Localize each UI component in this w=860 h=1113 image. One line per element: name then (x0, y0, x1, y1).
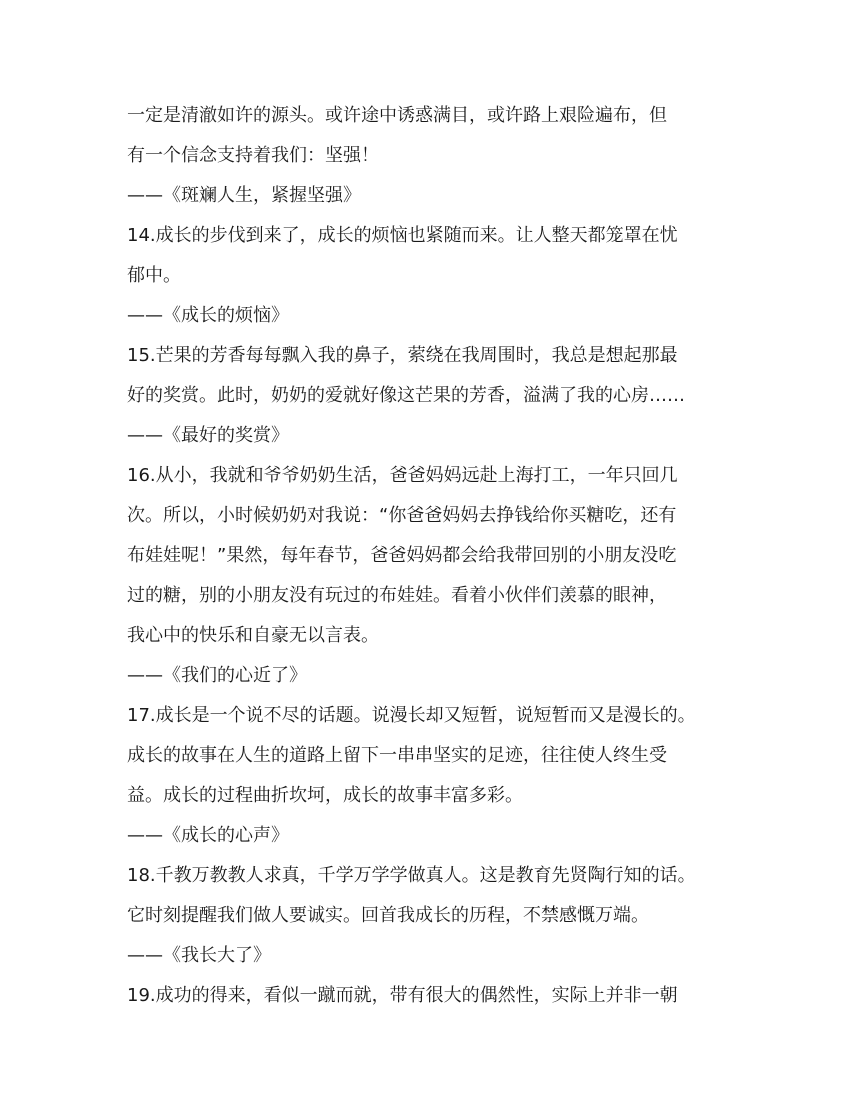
text-line-17: 成长的故事在人生的道路上留下一串串坚实的足迹，往往使人终生受 (127, 745, 667, 766)
citation-line: ——《我们的心近了》 (127, 665, 307, 686)
text-line-8: 好的奖赏。此时，奶奶的爱就好像这芒果的芳香，溢满了我的心房…… (127, 385, 685, 406)
text-line-20: 18.千教万教教人求真，千学万学学做真人。这是教育先贤陶行知的话。 (127, 865, 696, 886)
text-line-21: 它时刻提醒我们做人要诚实。回首我成长的历程，不禁感慨万端。 (127, 905, 649, 926)
text-line-16: 17.成长是一个说不尽的话题。说漫长却又短暂，说短暂而又是漫长的。 (127, 705, 696, 726)
citation-line: ——《最好的奖赏》 (127, 425, 289, 446)
text-line-12: 布娃娃呢！”果然，每年春节，爸爸妈妈都会给我带回别的小朋友没吃 (127, 545, 677, 566)
text-line-1: 一定是清澈如许的源头。或许途中诱惑满目，或许路上艰险遍布，但 (127, 105, 667, 126)
text-line-4: 14.成长的步伐到来了，成长的烦恼也紧随而来。让人整天都笼罩在忧 (127, 225, 678, 246)
text-line-11: 次。所以，小时候奶奶对我说：“你爸爸妈妈去挣钱给你买糖吃，还有 (127, 505, 677, 526)
citation-line: ——《成长的烦恼》 (127, 305, 289, 326)
citation-line: ——《我长大了》 (127, 945, 271, 966)
text-line-10: 16.从小，我就和爷爷奶奶生活，爸爸妈妈远赴上海打工，一年只回几 (127, 465, 678, 486)
citation-line: ——《斑斓人生，紧握坚强》 (127, 185, 361, 206)
text-line-23: 19.成功的得来，看似一蹴而就，带有很大的偶然性，实际上并非一朝 (127, 985, 678, 1006)
text-line-2: 有一个信念支持着我们：坚强！ (127, 145, 379, 166)
text-line-13: 过的糖，别的小朋友没有玩过的布娃娃。看着小伙伴们羡慕的眼神， (127, 585, 667, 606)
text-line-14: 我心中的快乐和自豪无以言表。 (127, 625, 379, 646)
text-line-18: 益。成长的过程曲折坎坷，成长的故事丰富多彩。 (127, 785, 523, 806)
text-line-5: 郁中。 (127, 265, 181, 286)
text-line-7: 15.芒果的芳香每每飘入我的鼻子，萦绕在我周围时，我总是想起那最 (127, 345, 678, 366)
citation-line: ——《成长的心声》 (127, 825, 289, 846)
document-body (127, 96, 747, 1016)
